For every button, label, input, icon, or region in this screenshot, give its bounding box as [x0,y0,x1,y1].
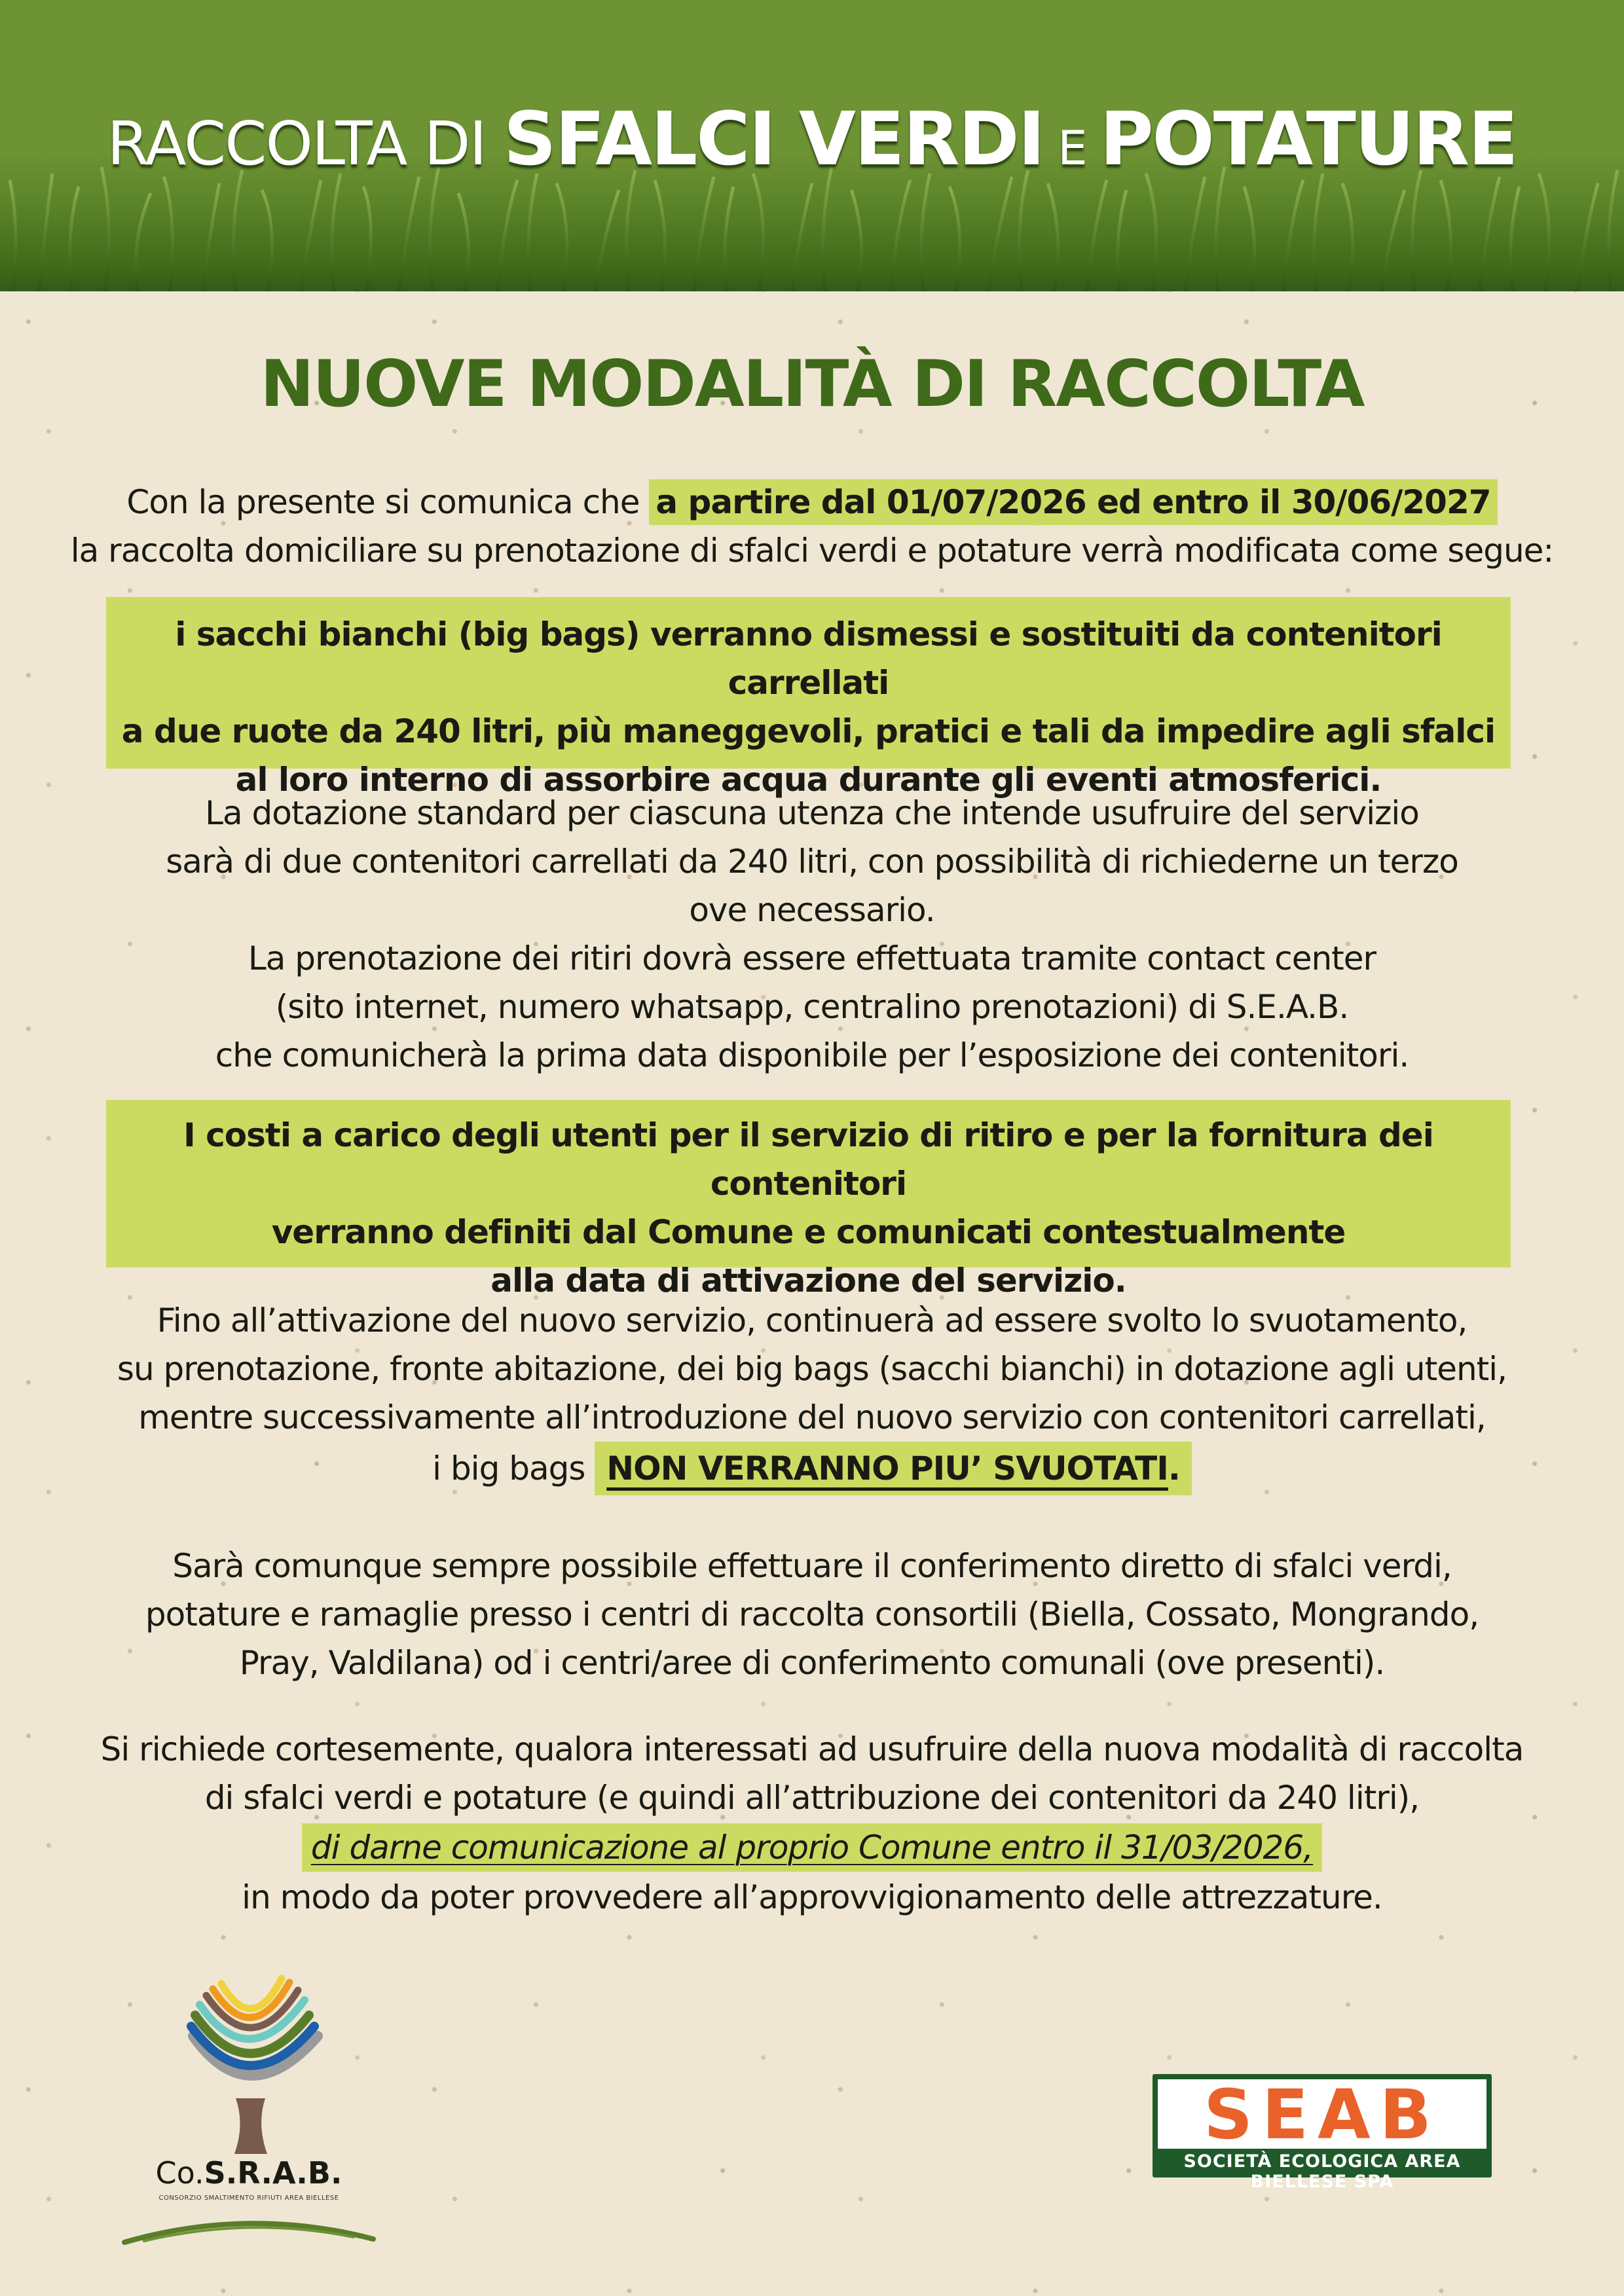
para3-line: su prenotazione, fronte abitazione, dei big bags (sacchi bianchi) in dotazione agli utenti, [117,1350,1507,1388]
para5-line-1: Si richiede cortesemente, qualora interessati ad usufruire della nuova modalità di raccolta [100,1730,1524,1768]
tree-icon [118,1964,380,2154]
para5-line-4: in modo da poter provvedere all’approvvigionamento delle attrezzature. [242,1878,1382,1916]
box2-line: verranno definiti dal Comune e comunicati contestualmente [271,1213,1346,1251]
para5-line-3 [52,1823,1572,1872]
para3-line: mentre successivamente all’introduzione del nuovo servizio con contenitori carrellati, [138,1398,1486,1436]
allocation-paragraph [52,789,1572,1080]
section-heading: NUOVE MODALITÀ DI RACCOLTA [260,347,1364,422]
intro-line-1 [52,478,1572,526]
cosrab-logo [118,1964,380,2252]
seab-logo [1153,2074,1492,2192]
box2-line: alla data di attivazione del servizio. [490,1262,1126,1300]
cosrab-prefix: Co. [155,2155,204,2191]
box1-line: i sacchi bianchi (big bags) verranno dismessi e sostituiti da contenitori carrellati [175,615,1442,702]
tree-trunk [234,2098,267,2154]
para2-line: La dotazione standard per ciascuna utenza che intende usufruire del servizio [205,794,1419,832]
para4-line: potature e ramaglie presso i centri di raccolta consortili (Biella, Cossato, Mongrando, [145,1595,1479,1633]
para3-last-plain: i big bags [432,1449,595,1487]
cosrab-bold: S.R.A.B. [204,2155,342,2191]
para2-line: La prenotazione dei ritiri dovrà essere effettuata tramite contact center [248,939,1376,977]
intro-text: Con la presente si comunica che [126,483,650,521]
title-part-potature: POTATURE [1099,97,1517,182]
seab-wordmark: SEAB [1204,2075,1441,2155]
para2-line: che comunicherà la prima data disponibile per l’esposizione dei contenitori. [215,1036,1409,1074]
transition-paragraph [52,1296,1572,1493]
intro-line-2: la raccolta domiciliare su prenotazione di sfalci verdi e potature verrà modificata come segue: [70,532,1554,570]
para2-line: ove necessario. [689,891,935,929]
not-emptied-text: NON VERRANNO PIU’ SVUOTATI [606,1449,1168,1487]
box2-line: I costi a carico degli utenti per il servizio di ritiro e per la fornitura dei contenitori [183,1116,1433,1203]
costs-notice-box [106,1100,1511,1300]
para4-line: Sarà comunque sempre possibile effettuare il conferimento diretto di sfalci verdi, [172,1547,1452,1585]
seab-subtitle: SOCIETÀ ECOLOGICA AREA BIELLESE SPA [1183,2151,1461,2192]
request-paragraph [52,1725,1572,1922]
drop-off-paragraph [52,1542,1572,1687]
poster-title [0,97,1624,182]
box1-line: a due ruote da 240 litri, più maneggevoli, pratici e tali da impedire agli sfalci [121,712,1496,750]
not-emptied-highlight [595,1442,1192,1495]
bigbags-notice-box [106,597,1511,799]
cosrab-subtitle: CONSORZIO SMALTIMENTO RIFIUTI AREA BIELLESE [158,2195,339,2202]
para3-last-line [52,1444,1572,1493]
title-part-raccolta: RACCOLTA DI [107,109,504,179]
title-part-sfalci: SFALCI VERDI [503,97,1044,182]
title-part-e: E [1044,120,1100,175]
para4-line: Pray, Valdilana) od i centri/aree di conferimento comunali (ove presenti). [239,1644,1385,1682]
para2-line: (sito internet, numero whatsapp, centralino prenotazioni) di S.E.A.B. [275,988,1349,1026]
seab-logo-panel [1158,2075,1486,2155]
para3-line: Fino all’attivazione del nuovo servizio, continuerà ad essere svolto lo svuotamento, [157,1302,1467,1339]
box1-line: al loro interno di assorbire acqua durante gli eventi atmosferici. [235,761,1382,799]
period: . [1168,1449,1180,1487]
cosrab-name [118,2155,380,2191]
date-range-highlight: a partire dal 01/07/2026 ed entro il 30/06/2027 [649,479,1497,525]
deadline-highlight: di darne comunicazione al proprio Comune entro il 31/03/2026, [302,1823,1322,1872]
ground-swoosh-icon [118,2210,380,2249]
para2-line: sarà di due contenitori carrellati da 240 litri, con possibilità di richiederne un terzo [166,843,1458,881]
para5-line-2: di sfalci verdi e potature (e quindi all’attribuzione dei contenitori da 240 litri), [204,1779,1420,1817]
header-banner [0,0,1624,291]
intro-paragraph [52,478,1572,575]
